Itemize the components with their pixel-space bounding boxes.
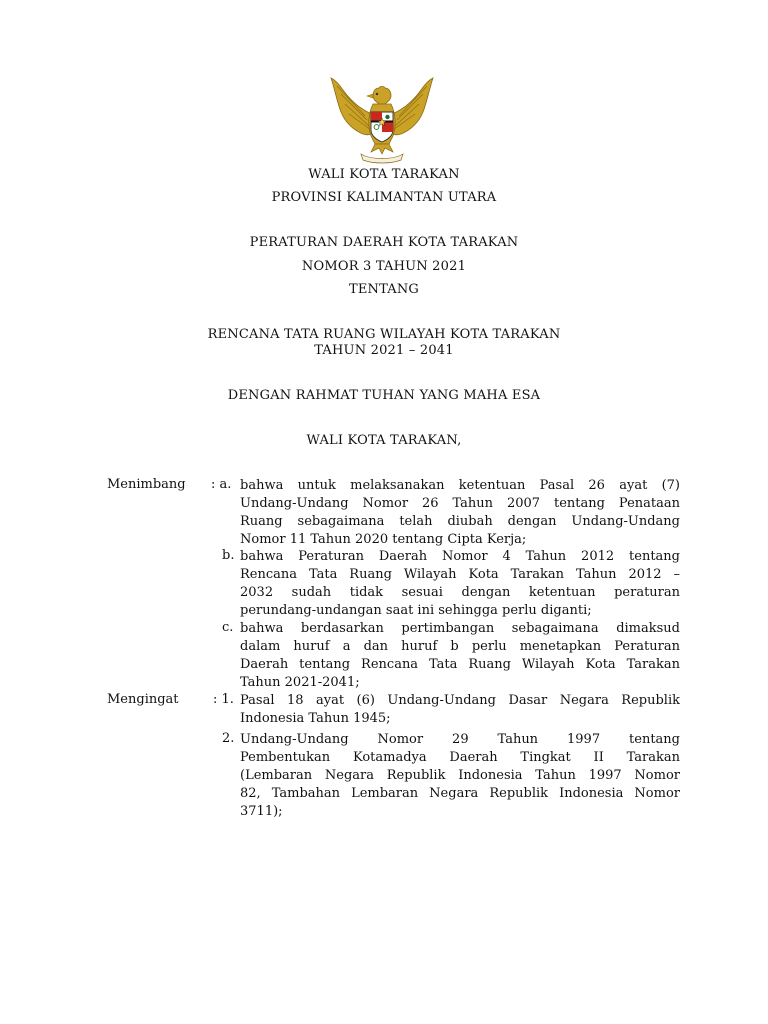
item-marker: c.: [222, 620, 234, 635]
item-marker: : 1.: [213, 692, 234, 707]
item-marker: b.: [222, 548, 235, 563]
text-line: bahwa berdasarkan pertimbangan sebagaimana dimaksud: [240, 621, 680, 636]
text-line: Pembentukan Kotamadya Daerah Tingkat II Tarakan: [240, 750, 680, 765]
text-line: Pasal 18 ayat (6) Undang-Undang Dasar Negara Republik: [240, 693, 680, 708]
text-line: 3711);: [240, 804, 283, 819]
menimbang-item-b: [240, 548, 680, 620]
menimbang-item-a: [240, 477, 680, 549]
mengingat-item-2: [240, 731, 680, 821]
text-line: Rencana Tata Ruang Wilayah Kota Tarakan Tahun 2012 –: [240, 567, 680, 582]
text-line: Undang-Undang Nomor 29 Tahun 1997 tentang: [240, 732, 680, 747]
text-line: Undang-Undang Nomor 26 Tahun 2007 tentang Penataan: [240, 496, 680, 511]
text-line: 2032 sudah tidak sesuai dengan ketentuan peraturan: [240, 585, 680, 600]
text-line: perundang-undangan saat ini sehingga perlu diganti;: [240, 603, 592, 618]
header-authority: WALI KOTA TARAKAN: [308, 167, 460, 182]
regulation-about: TENTANG: [348, 282, 420, 297]
mengingat-item-1: [240, 692, 680, 728]
menimbang-item-c: [240, 620, 680, 692]
enacting-authority: WALI KOTA TARAKAN,: [306, 433, 462, 448]
text-line: dalam huruf a dan huruf b perlu menetapkan Peraturan: [240, 639, 680, 654]
text-line: (Lembaran Negara Republik Indonesia Tahun 1997 Nomor: [240, 768, 680, 783]
item-marker: 2.: [222, 731, 235, 746]
text-line: bahwa Peraturan Daerah Nomor 4 Tahun 2012 tentang: [240, 549, 680, 564]
text-line: 82, Tambahan Lembaran Negara Republik Indonesia Nomor: [240, 786, 680, 801]
text-line: Nomor 11 Tahun 2020 tentang Cipta Kerja;: [240, 532, 527, 547]
header-province: PROVINSI KALIMANTAN UTARA: [271, 190, 497, 205]
text-line: Tahun 2021-2041;: [240, 675, 360, 690]
text-line: Indonesia Tahun 1945;: [240, 711, 391, 726]
regulation-number: NOMOR 3 TAHUN 2021: [301, 259, 467, 274]
text-line: Ruang sebagaimana telah diubah dengan Undang-Undang: [240, 514, 680, 529]
text-line: Daerah tentang Rencana Tata Ruang Wilayah Kota Tarakan: [240, 657, 680, 672]
text-line: bahwa untuk melaksanakan ketentuan Pasal 26 ayat (7): [240, 478, 680, 493]
regulation-subject: RENCANA TATA RUANG WILAYAH KOTA TARAKAN: [207, 327, 561, 342]
regulation-title: PERATURAN DAERAH KOTA TARAKAN: [249, 235, 519, 250]
section-label-mengingat: Mengingat: [107, 692, 179, 707]
garuda-emblem-icon: [327, 76, 437, 166]
preamble-blessing: DENGAN RAHMAT TUHAN YANG MAHA ESA: [227, 388, 541, 403]
regulation-period: TAHUN 2021 – 2041: [314, 343, 454, 358]
section-label-menimbang: Menimbang: [107, 477, 186, 492]
item-marker: : a.: [211, 477, 232, 492]
